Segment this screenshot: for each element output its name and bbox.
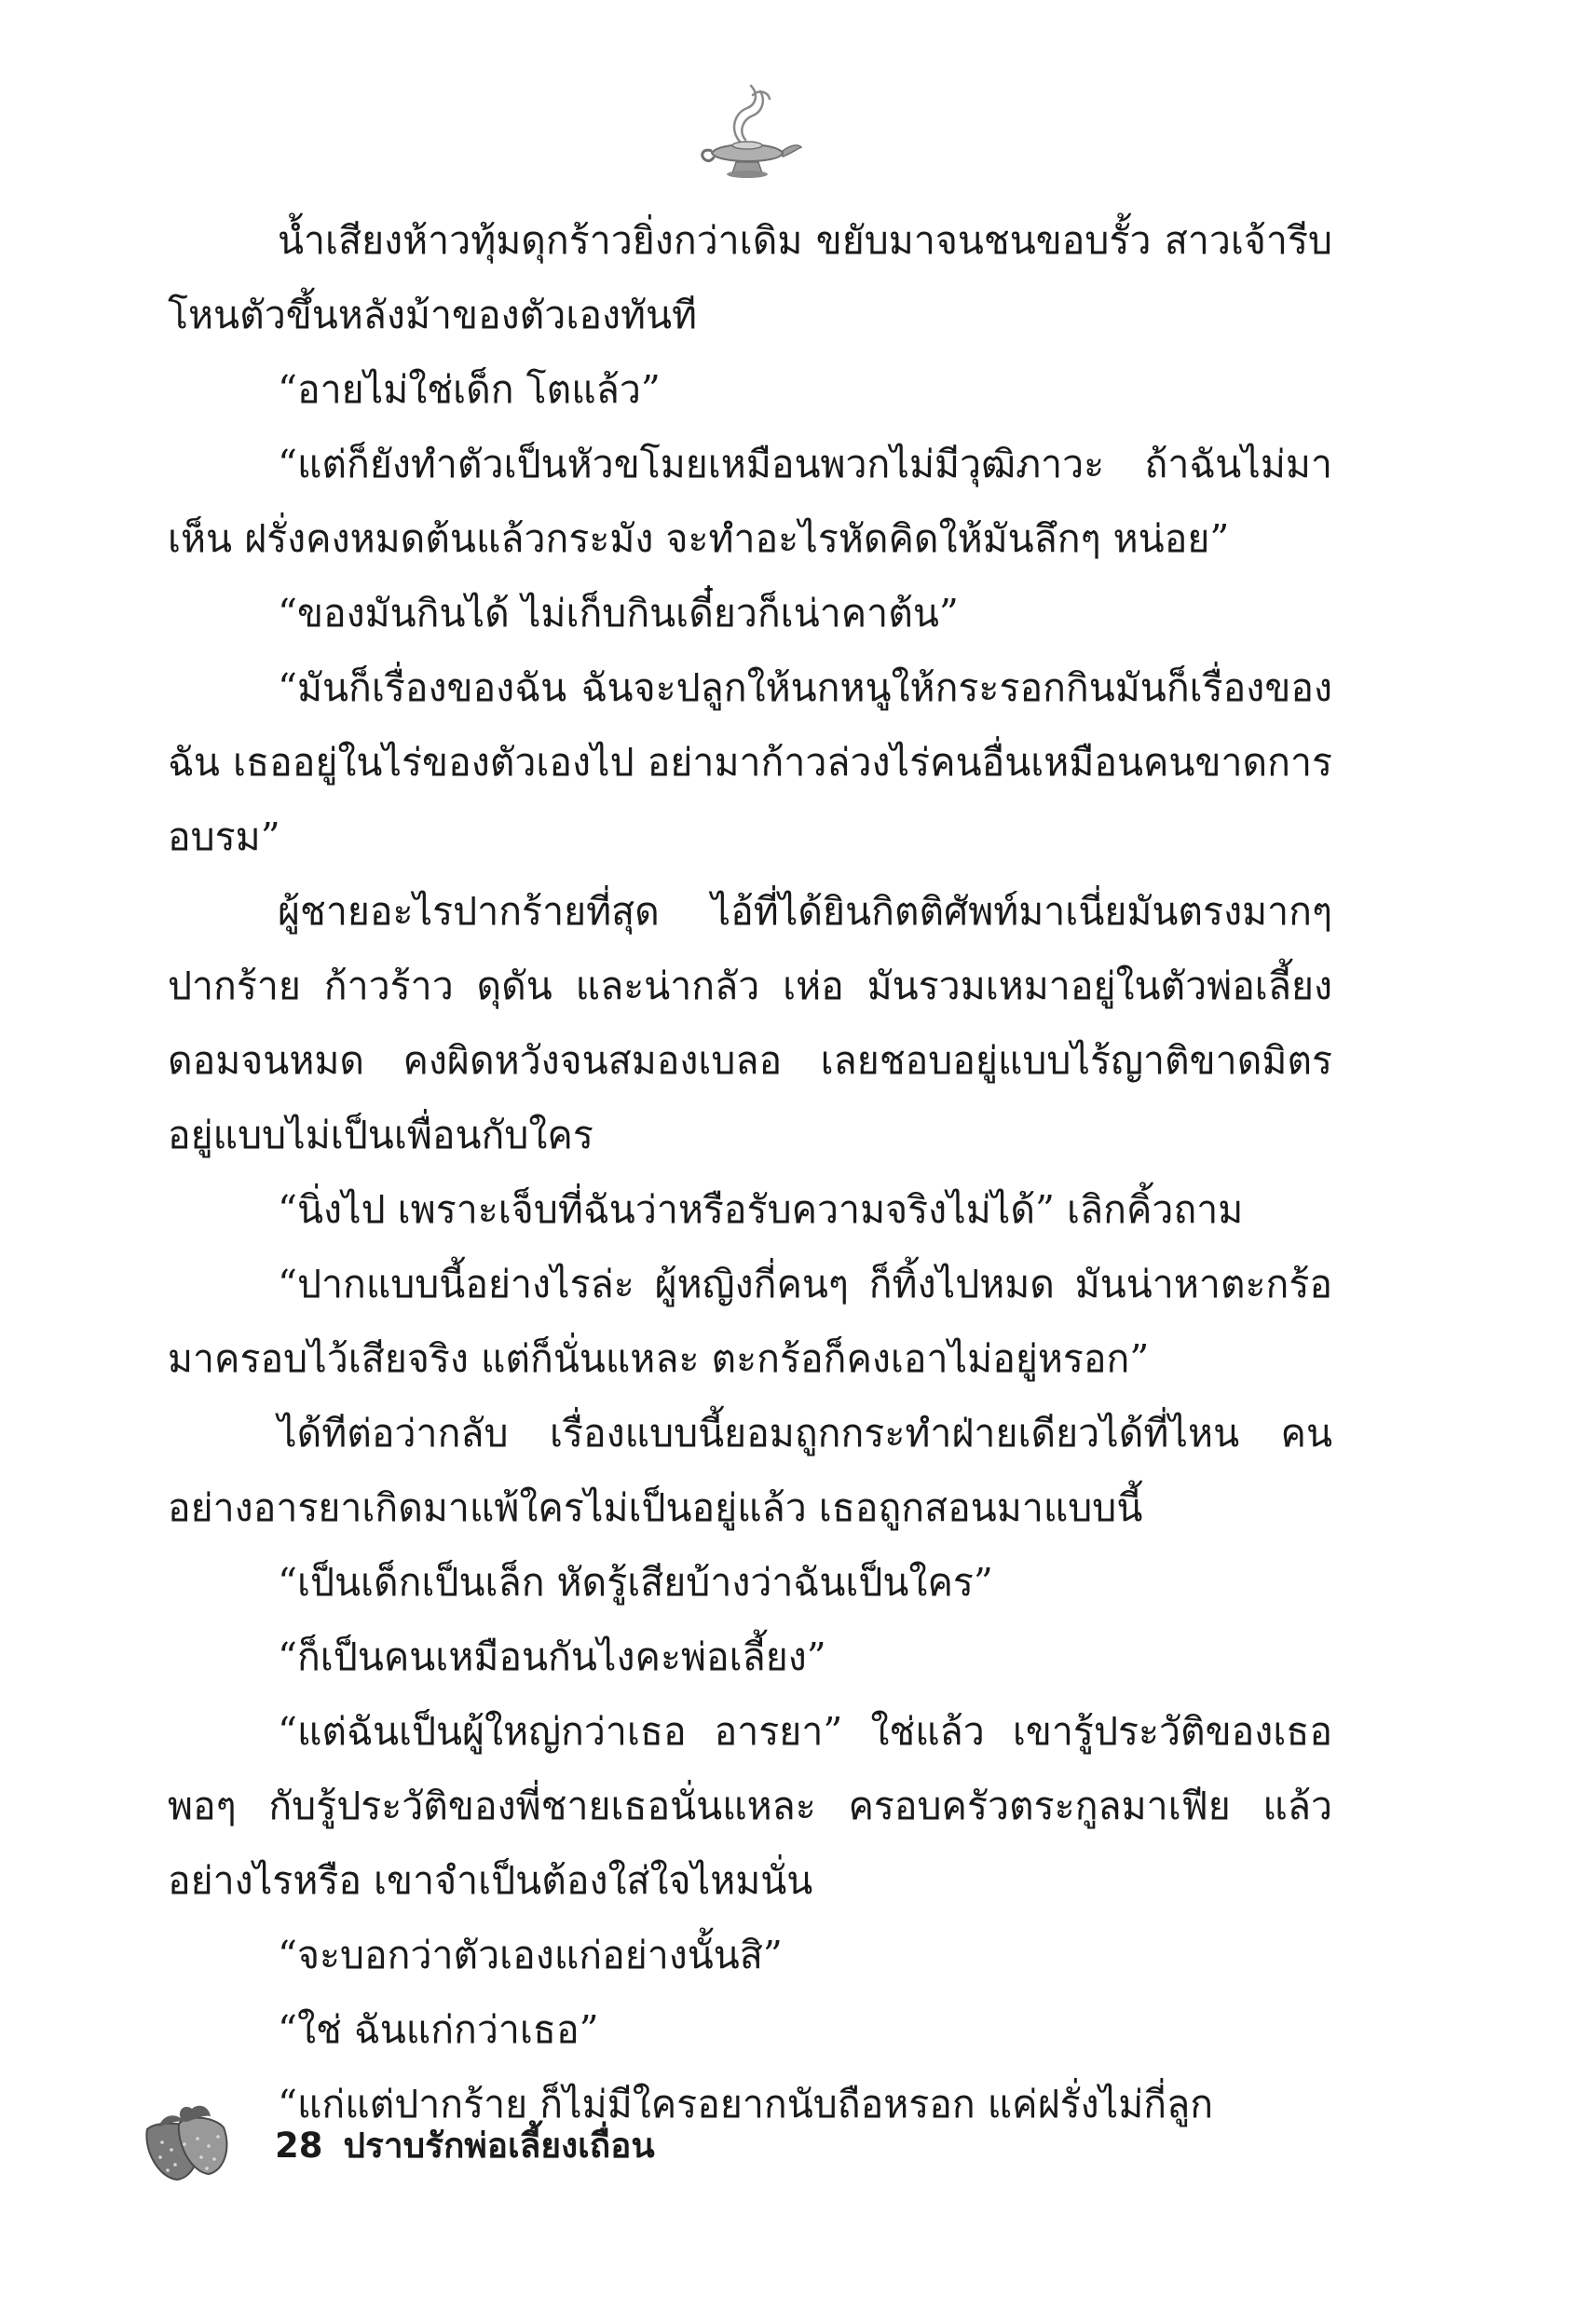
paragraph-9: ได้ทีต่อว่ากลับ เรื่องแบบนี้ยอมถูกกระทำฝ่ายเดียวได้ที่ไหน คนอย่างอารยาเกิดมาแพ้ใครไม่เป็นอยู่แล้ว เธอถูกสอนมาแบบนี้	[168, 1411, 1332, 1530]
body-text	[168, 203, 1332, 2141]
strawberries-icon	[140, 2092, 233, 2185]
paragraph-6: ผู้ชายอะไรปากร้ายที่สุด ไอ้ที่ได้ยินกิตติศัพท์มาเนี่ยมันตรงมากๆ ปากร้าย ก้าวร้าว ดุดัน และน่ากลัว เห่อ มันรวมเหมาอยู่ในตัวพ่อเลี้ยงดอมจนหมด คงผิดหวังจนสมองเบลอ เลยชอบอยู่แบบไร้ญาติขาดมิตร อยู่แบบไม่เป็นเพื่อนกับใคร	[168, 889, 1332, 1157]
page-footer	[140, 2092, 792, 2195]
paragraph-10: “เป็นเด็กเป็นเล็ก หัดรู้เสียบ้างว่าฉันเป็นใคร”	[278, 1560, 993, 1605]
paragraph-1: น้ำเสียงห้าวทุ้มดุกร้าวยิ่งกว่าเดิม ขยับมาจนชนขอบรั้ว สาวเจ้ารีบโหนตัวขึ้นหลังม้าของตัวเองทันที	[168, 218, 1332, 337]
footer-text	[275, 2118, 655, 2173]
paragraph-12: “แต่ฉันเป็นผู้ใหญ่กว่าเธอ อารยา” ใช่แล้ว เขารู้ประวัติของเธอพอๆ กับรู้ประวัติของพี่ชายเธอนั่นแหละ ครอบครัวตระกูลมาเฟีย แล้วอย่างไรหรือ เขาจำเป็นต้องใส่ใจไหมนั่น	[168, 1709, 1332, 1903]
paragraph-5: “มันก็เรื่องของฉัน ฉันจะปลูกให้นกหนูให้กระรอกกินมันก็เรื่องของฉัน เธออยู่ในไร่ของตัวเองไป อย่ามาก้าวล่วงไร่คนอื่นเหมือนคนขาดการอบรม”	[168, 665, 1332, 859]
paragraph-2: “อายไม่ใช่เด็ก โตแล้ว”	[278, 367, 661, 412]
paragraph-8: “ปากแบบนี้อย่างไรล่ะ ผู้หญิงกี่คนๆ ก็ทิ้งไปหมด มันน่าหาตะกร้อมาครอบไว้เสียจริง แต่ก็นั่นแหละ ตะกร้อก็คงเอาไม่อยู่หรอก”	[168, 1262, 1332, 1381]
paragraph-7: “นิ่งไป เพราะเจ็บที่ฉันว่าหรือรับความจริงไม่ได้” เลิกคิ้วถาม	[278, 1187, 1244, 1232]
paragraph-4: “ของมันกินได้ ไม่เก็บกินเดี๋ยวก็เน่าคาต้น”	[278, 591, 959, 636]
paragraph-15: “แก่แต่ปากร้าย ก็ไม่มีใครอยากนับถือหรอก แค่ฝรั่งไม่กี่ลูก	[278, 2082, 1214, 2126]
paragraph-14: “ใช่ ฉันแก่กว่าเธอ”	[278, 2007, 599, 2052]
page-number: 28	[275, 2126, 323, 2166]
paragraph-13: “จะบอกว่าตัวเองแก่อย่างนั้นสิ”	[278, 1933, 783, 1977]
paragraph-11: “ก็เป็นคนเหมือนกันไงคะพ่อเลี้ยง”	[278, 1634, 826, 1679]
book-title: ปราบรักพ่อเลี้ยงเถื่อน	[343, 2126, 655, 2166]
paragraph-3: “แต่ก็ยังทำตัวเป็นหัวขโมยเหมือนพวกไม่มีวุฒิภาวะ ถ้าฉันไม่มาเห็น ฝรั่งคงหมดต้นแล้วกระมัง จะทำอะไรหัดคิดให้มันลึกๆ หน่อย”	[168, 442, 1332, 561]
genie-lamp-icon	[691, 76, 803, 188]
